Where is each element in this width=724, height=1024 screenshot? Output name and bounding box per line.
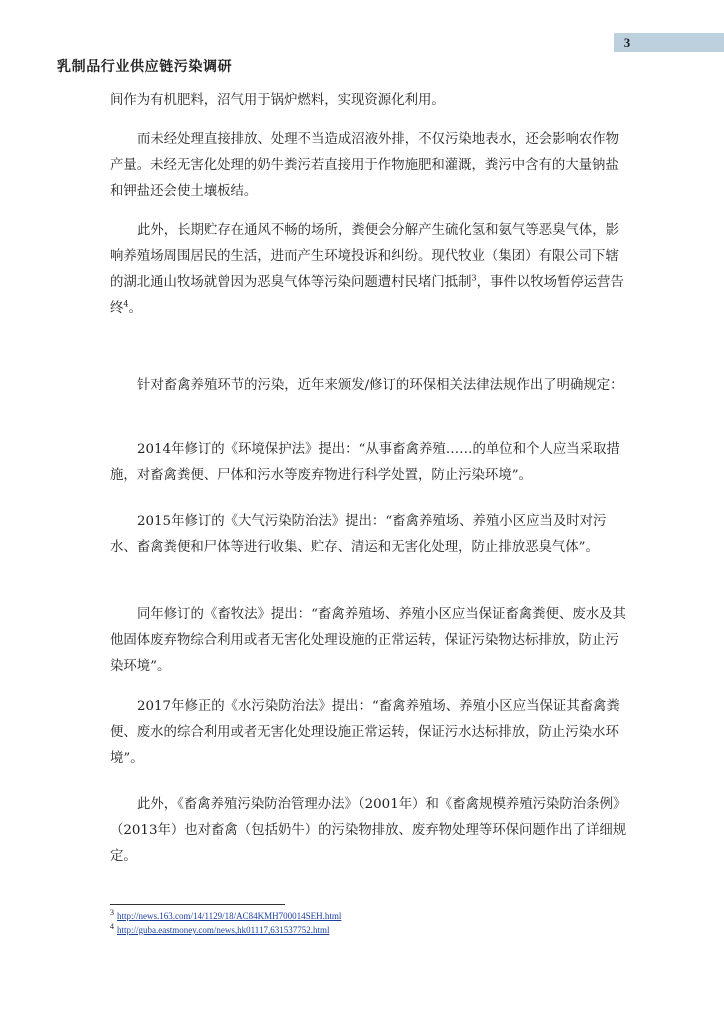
footnote-link[interactable]: http://news.163.com/14/1129/18/AC84KMH700014SEH.html [117, 911, 342, 921]
footnote-link[interactable]: http://guba.eastmoney.com/news,hk01117,631537752.html [117, 925, 330, 935]
paragraph-environmental-protection-law: 2014年修订的《环境保护法》提出：“从事畜禽养殖……的单位和个人应当采取措施，对畜禽粪便、尸体和污水等废弃物进行科学处置，防止污染环境”。 [110, 442, 620, 483]
paragraph-odor-text-b: ，事件以牧场暂停运营告终 [110, 275, 624, 316]
document-title: 乳制品行业供应链污染调研 [57, 59, 233, 75]
paragraph-odor-pollution [110, 218, 630, 322]
page-number-band [614, 33, 724, 52]
paragraph-continuation: 间作为有机肥料，沼气用于锅炉燃料，实现资源化利用。 [110, 93, 445, 108]
paragraph-odor-text-c: 。 [128, 301, 142, 316]
footnote-number: 4 [110, 922, 114, 931]
footnote-3 [110, 910, 341, 922]
paragraph-water-pollution-law: 2017年修正的《水污染防治法》提出：“畜禽养殖场、养殖小区应当保证其畜禽粪便、废水的综合利用或者无害化处理设施正常运转，保证污水达标排放，防止污染水环境”。 [110, 699, 620, 766]
paragraph-odor-text-a: 此外，长期贮存在通风不畅的场所，粪便会分解产生硫化氢和氨气等恶臭气体，影响养殖场周围居民的生活，进而产生环境投诉和纠纷。现代牧业（集团）有限公司下辖的湖北通山牧场就曾因为恶臭气体等污染问题遭村民堵门抵制 [110, 223, 620, 290]
paragraph-air-pollution-law: 2015年修订的《大气污染防治法》提出：“畜禽养殖场、养殖小区应当及时对污水、畜禽粪便和尸体等进行收集、贮存、清运和无害化处理，防止排放恶臭气体”。 [110, 514, 607, 555]
footnote-number: 3 [110, 908, 114, 917]
paragraph-animal-husbandry-law: 同年修订的《畜牧法》提出：“畜禽养殖场、养殖小区应当保证畜禽粪便、废水及其他固体废弃物综合利用或者无害化处理设施的正常运转，保证污染物达标排放，防止污染环境”。 [110, 607, 626, 674]
footnote-ref-4[interactable]: 4 [123, 299, 129, 309]
footnote-ref-3[interactable]: 3 [471, 273, 477, 283]
paragraph-regulations-intro: 针对畜禽养殖环节的污染，近年来颁发/修订的环保相关法律法规作出了明确规定： [137, 378, 624, 393]
footnote-divider [110, 904, 285, 905]
paragraph-other-regulations: 此外，《畜禽养殖污染防治管理办法》（2001年）和《畜禽规模养殖污染防治条例》（2013年）也对畜禽（包括奶牛）的污染物排放、废弃物处理等环保问题作出了详细规定。 [110, 797, 627, 864]
footnote-4 [110, 924, 329, 936]
page-number: 3 [623, 35, 631, 50]
paragraph-untreated-discharge: 而未经处理直接排放、处理不当造成沼液外排，不仅污染地表水，还会影响农作物产量。未经无害化处理的奶牛粪污若直接用于作物施肥和灌溉，粪污中含有的大量钠盐和钾盐还会使土壤板结。 [110, 132, 620, 199]
